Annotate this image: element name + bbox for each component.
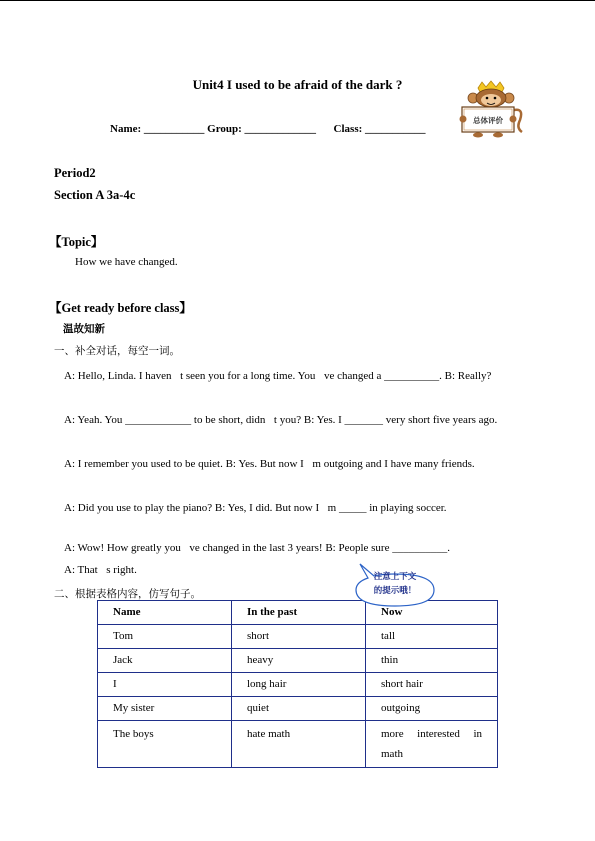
class-label: Class: [333, 123, 363, 135]
section-label: Section A 3a-4c [54, 188, 136, 202]
dialogue-line: A: Did you use to play the piano? B: Yes, I did. But now I m _____ in playing soccer. [64, 502, 447, 514]
table-cell: thin [366, 649, 498, 673]
table-cell: quiet [232, 697, 366, 721]
period-label: Period2 [54, 166, 96, 180]
table-cell: short [232, 625, 366, 649]
table-cell: more interested in math [366, 721, 498, 768]
comparison-table [97, 600, 498, 768]
dialogue-line: A: That s right. [64, 564, 137, 576]
table-cell: tall [366, 625, 498, 649]
table-cell: Jack [98, 649, 232, 673]
topic-heading: 【Topic】 [49, 235, 104, 249]
group-label: Group: [207, 123, 242, 135]
class-blank[interactable]: ___________ [365, 123, 426, 135]
table-row [98, 673, 498, 697]
monkey-evaluation-badge-icon [456, 80, 526, 138]
bubble-hint-line2: 的提示哦！ [373, 586, 417, 596]
worksheet-title: Unit4 I used to be afraid of the dark ? [192, 77, 403, 92]
table-row [98, 649, 498, 673]
table-cell: Tom [98, 625, 232, 649]
table-cell: outgoing [366, 697, 498, 721]
badge-text: 总体评价 [473, 116, 503, 125]
student-info-line [110, 123, 426, 135]
get-ready-heading: 【Get ready before class】 [49, 301, 192, 315]
table-cell: heavy [232, 649, 366, 673]
table-cell: short hair [366, 673, 498, 697]
part2-instruction: 二、根据表格内容，仿写句子。 [54, 588, 201, 600]
dialogue-line: A: I remember you used to be quiet. B: Yes. But now I m outgoing and I have many friends. [64, 458, 475, 470]
review-subheading: 温故知新 [63, 323, 105, 335]
table-row [98, 697, 498, 721]
header-past: In the past [232, 601, 366, 625]
dialogue-line: A: Yeah. You ____________ to be short, didn t you? B: Yes. I _______ very short five years ago. [64, 414, 498, 426]
part1-instruction: 一、补全对话，每空一词。 [54, 345, 180, 357]
name-label: Name: [110, 123, 142, 135]
table-cell: The boys [98, 721, 232, 768]
table-cell: My sister [98, 697, 232, 721]
dialogue-line: A: Hello, Linda. I haven t seen you for a long time. You ve changed a __________. B: Really? [64, 370, 492, 382]
top-rule [0, 0, 595, 1]
bubble-hint-line1: 注意上下文 [373, 572, 417, 582]
table-cell: I [98, 673, 232, 697]
dialogue-line: A: Wow! How greatly you ve changed in the last 3 years! B: People sure __________. [64, 542, 450, 554]
table-cell: hate math [232, 721, 366, 768]
table-row [98, 721, 498, 768]
name-blank[interactable]: ___________ [143, 123, 205, 135]
header-now: Now [366, 601, 498, 625]
table-cell: long hair [232, 673, 366, 697]
group-blank[interactable]: _____________ [244, 123, 317, 135]
table-row [98, 625, 498, 649]
bubble-hint [354, 570, 436, 598]
topic-text: How we have changed. [75, 256, 178, 268]
header-name: Name [98, 601, 232, 625]
